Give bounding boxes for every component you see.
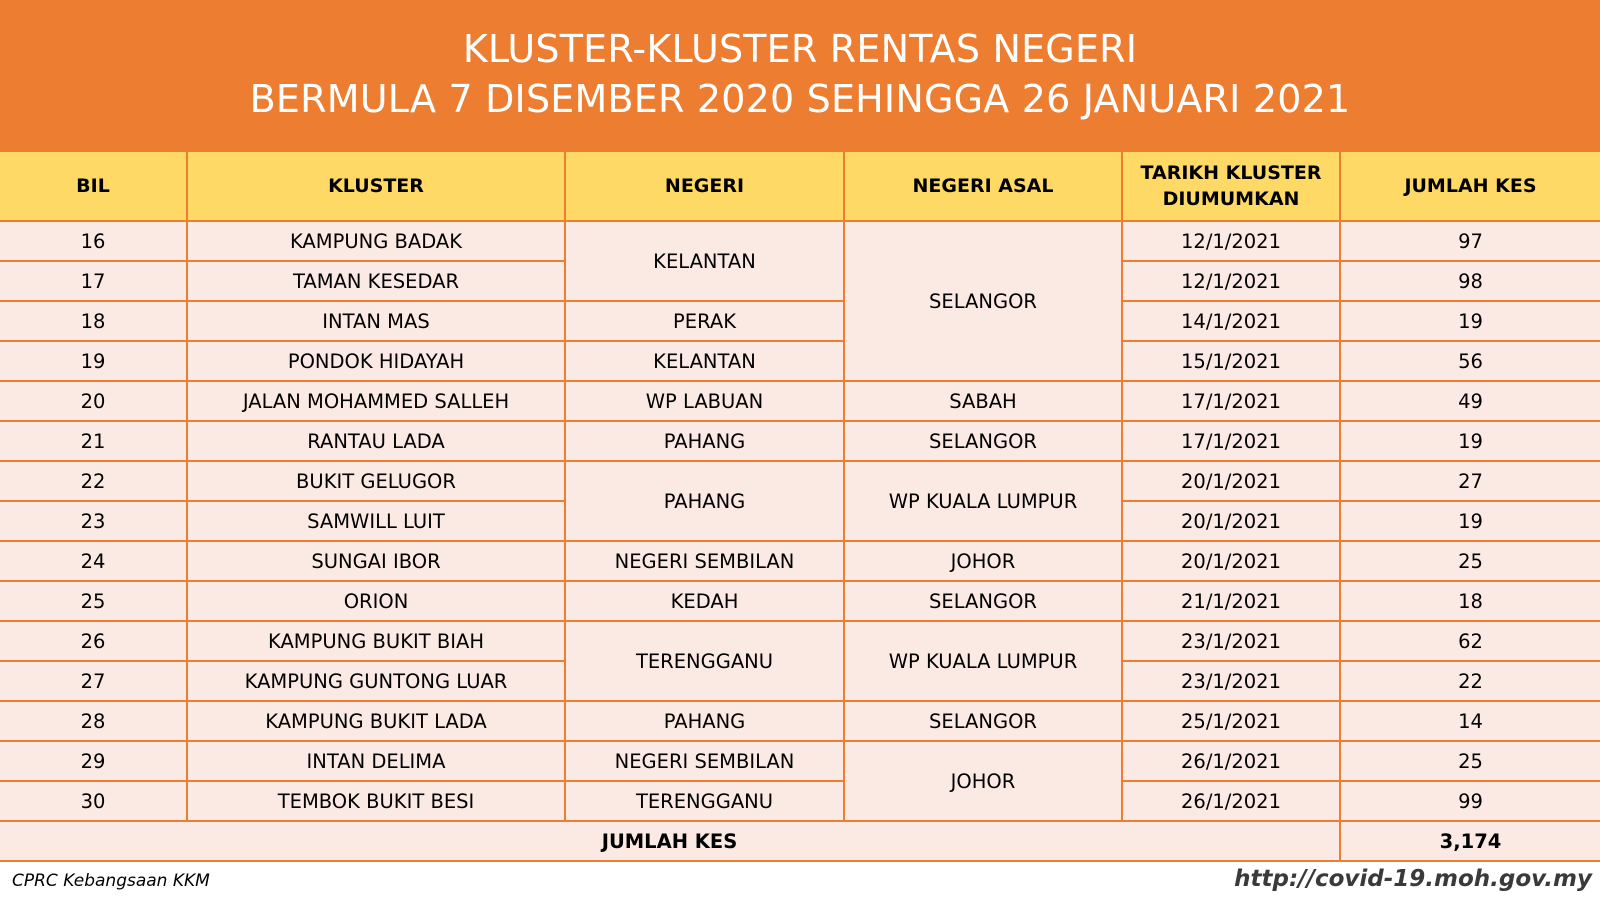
cell-tarikh: 15/1/2021: [1122, 341, 1340, 381]
cell-kluster: TEMBOK BUKIT BESI: [187, 781, 565, 821]
cell-jumlah-kes: 19: [1340, 421, 1600, 461]
cell-bil: 18: [0, 301, 187, 341]
cell-tarikh: 25/1/2021: [1122, 701, 1340, 741]
cell-jumlah-kes: 18: [1340, 581, 1600, 621]
cell-bil: 23: [0, 501, 187, 541]
cell-tarikh: 20/1/2021: [1122, 501, 1340, 541]
cell-tarikh: 23/1/2021: [1122, 661, 1340, 701]
cell-tarikh: 21/1/2021: [1122, 581, 1340, 621]
header-kluster: KLUSTER: [187, 152, 565, 221]
table-row: [0, 461, 1600, 501]
cell-tarikh: 17/1/2021: [1122, 381, 1340, 421]
cell-kluster: KAMPUNG BUKIT BIAH: [187, 621, 565, 661]
table-row: [0, 301, 1600, 341]
cell-kluster: PONDOK HIDAYAH: [187, 341, 565, 381]
cell-kluster: BUKIT GELUGOR: [187, 461, 565, 501]
cell-negeri-asal: WP KUALA LUMPUR: [844, 621, 1122, 701]
cell-jumlah-kes: 14: [1340, 701, 1600, 741]
cell-tarikh: 14/1/2021: [1122, 301, 1340, 341]
cell-jumlah-kes: 25: [1340, 741, 1600, 781]
table-header-row: [0, 152, 1600, 221]
cell-negeri: TERENGGANU: [565, 781, 844, 821]
cell-jumlah-kes: 98: [1340, 261, 1600, 301]
cell-tarikh: 17/1/2021: [1122, 421, 1340, 461]
table-row: [0, 341, 1600, 381]
table-row: [0, 221, 1600, 261]
cell-negeri: KEDAH: [565, 581, 844, 621]
source-credit: CPRC Kebangsaan KKM: [12, 871, 210, 891]
cell-negeri-asal: SELANGOR: [844, 701, 1122, 741]
cell-tarikh: 12/1/2021: [1122, 221, 1340, 261]
cell-bil: 17: [0, 261, 187, 301]
table-row: [0, 541, 1600, 581]
cell-bil: 22: [0, 461, 187, 501]
cell-kluster: KAMPUNG BADAK: [187, 221, 565, 261]
cell-kluster: INTAN DELIMA: [187, 741, 565, 781]
header-bil: BIL: [0, 152, 187, 221]
cell-jumlah-kes: 56: [1340, 341, 1600, 381]
cell-bil: 30: [0, 781, 187, 821]
cell-jumlah-kes: 99: [1340, 781, 1600, 821]
header-negeri: NEGERI: [565, 152, 844, 221]
cell-kluster: KAMPUNG GUNTONG LUAR: [187, 661, 565, 701]
header-jumlah-kes: JUMLAH KES: [1340, 152, 1600, 221]
cell-kluster: KAMPUNG BUKIT LADA: [187, 701, 565, 741]
cell-jumlah-kes: 19: [1340, 501, 1600, 541]
website-url: http://covid-19.moh.gov.my: [1234, 866, 1592, 892]
cell-negeri: NEGERI SEMBILAN: [565, 541, 844, 581]
table-row: [0, 741, 1600, 781]
cell-negeri-asal: JOHOR: [844, 541, 1122, 581]
table-row: [0, 701, 1600, 741]
cell-bil: 24: [0, 541, 187, 581]
cell-negeri: WP LABUAN: [565, 381, 844, 421]
cell-negeri: TERENGGANU: [565, 621, 844, 701]
cell-negeri: PERAK: [565, 301, 844, 341]
cell-negeri-asal: SELANGOR: [844, 221, 1122, 381]
cell-negeri-asal: WP KUALA LUMPUR: [844, 461, 1122, 541]
cell-negeri: KELANTAN: [565, 221, 844, 301]
cell-tarikh: 26/1/2021: [1122, 741, 1340, 781]
total-row: [0, 821, 1600, 861]
table-row: [0, 621, 1600, 661]
header-negeri-asal: NEGERI ASAL: [844, 152, 1122, 221]
cell-bil: 26: [0, 621, 187, 661]
table-row: [0, 421, 1600, 461]
cell-kluster: SUNGAI IBOR: [187, 541, 565, 581]
cell-tarikh: 20/1/2021: [1122, 541, 1340, 581]
cell-kluster: JALAN MOHAMMED SALLEH: [187, 381, 565, 421]
cell-kluster: RANTAU LADA: [187, 421, 565, 461]
cell-kluster: INTAN MAS: [187, 301, 565, 341]
cell-jumlah-kes: 49: [1340, 381, 1600, 421]
cell-jumlah-kes: 19: [1340, 301, 1600, 341]
cell-bil: 16: [0, 221, 187, 261]
cell-kluster: SAMWILL LUIT: [187, 501, 565, 541]
table-row: [0, 781, 1600, 821]
total-label: JUMLAH KES: [0, 821, 1340, 861]
title-banner: [0, 0, 1600, 152]
cell-jumlah-kes: 27: [1340, 461, 1600, 501]
cell-negeri: KELANTAN: [565, 341, 844, 381]
cell-tarikh: 20/1/2021: [1122, 461, 1340, 501]
cell-bil: 27: [0, 661, 187, 701]
cell-negeri-asal: JOHOR: [844, 741, 1122, 821]
cell-tarikh: 12/1/2021: [1122, 261, 1340, 301]
cell-negeri-asal: SELANGOR: [844, 581, 1122, 621]
table-row: [0, 581, 1600, 621]
cell-bil: 25: [0, 581, 187, 621]
cell-negeri: PAHANG: [565, 701, 844, 741]
cell-tarikh: 23/1/2021: [1122, 621, 1340, 661]
cell-negeri-asal: SELANGOR: [844, 421, 1122, 461]
cell-bil: 28: [0, 701, 187, 741]
cell-negeri-asal: SABAH: [844, 381, 1122, 421]
cell-bil: 29: [0, 741, 187, 781]
cell-jumlah-kes: 22: [1340, 661, 1600, 701]
cell-bil: 19: [0, 341, 187, 381]
cell-jumlah-kes: 25: [1340, 541, 1600, 581]
cell-jumlah-kes: 62: [1340, 621, 1600, 661]
cell-bil: 20: [0, 381, 187, 421]
cell-kluster: ORION: [187, 581, 565, 621]
cell-negeri: NEGERI SEMBILAN: [565, 741, 844, 781]
title-line-2: BERMULA 7 DISEMBER 2020 SEHINGGA 26 JANUARI 2021: [249, 77, 1351, 121]
cell-bil: 21: [0, 421, 187, 461]
cell-tarikh: 26/1/2021: [1122, 781, 1340, 821]
cell-kluster: TAMAN KESEDAR: [187, 261, 565, 301]
header-tarikh: TARIKH KLUSTER DIUMUMKAN: [1122, 152, 1340, 221]
cluster-table: [0, 152, 1600, 862]
cell-negeri: PAHANG: [565, 461, 844, 541]
table-row: [0, 381, 1600, 421]
total-value: 3,174: [1340, 821, 1600, 861]
cell-negeri: PAHANG: [565, 421, 844, 461]
cell-jumlah-kes: 97: [1340, 221, 1600, 261]
title-line-1: KLUSTER-KLUSTER RENTAS NEGERI: [462, 27, 1138, 71]
